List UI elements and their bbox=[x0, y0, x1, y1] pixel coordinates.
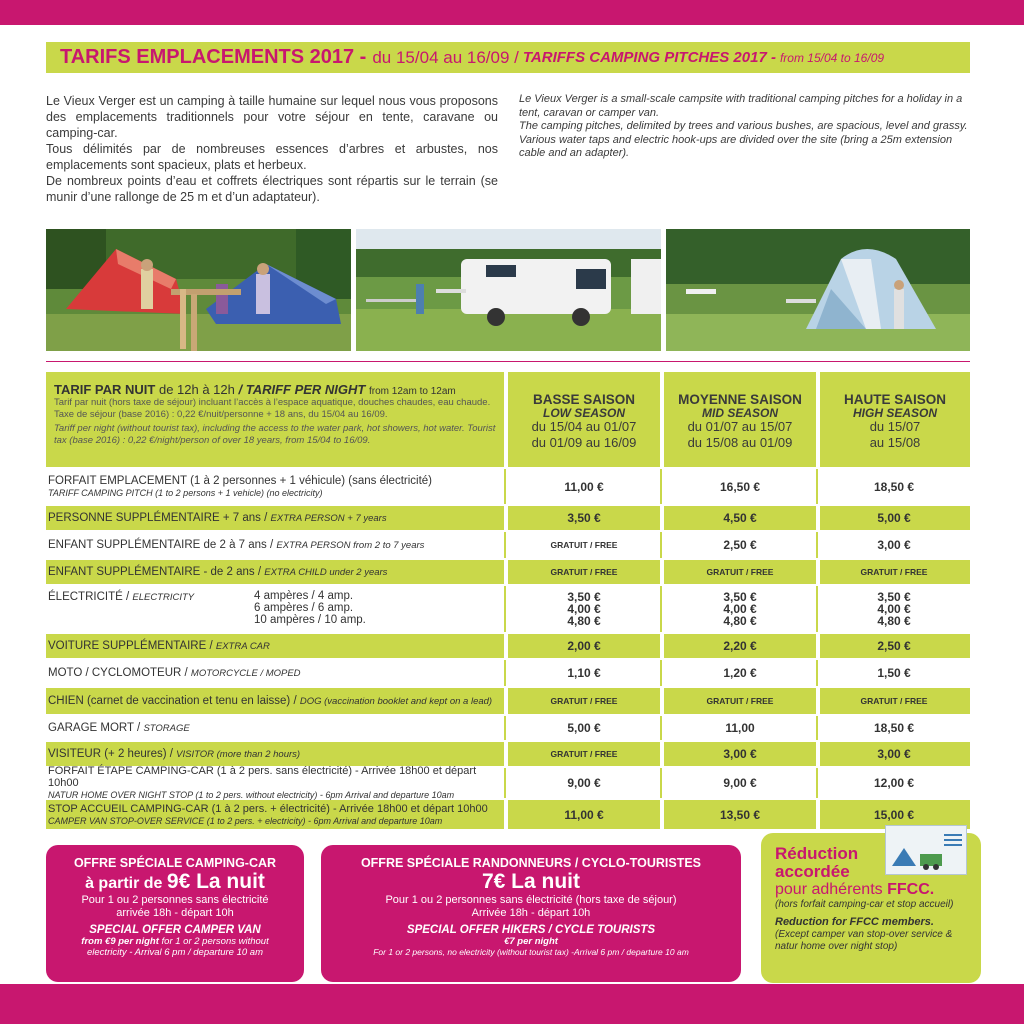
price-high bbox=[818, 660, 970, 686]
price-value: 15,00 € bbox=[873, 807, 915, 822]
photo-tents bbox=[46, 229, 351, 351]
row-label-en: EXTRA PERSON from 2 to 7 years bbox=[276, 539, 425, 551]
price-low bbox=[506, 634, 662, 658]
price-value: 3,50 € bbox=[567, 590, 601, 604]
row-label bbox=[48, 765, 504, 800]
row-label-fr: MOTO / CYCLOMOTEUR / bbox=[48, 666, 188, 679]
price-value: 4,00 € bbox=[723, 602, 757, 616]
section-divider bbox=[46, 361, 970, 362]
price-high bbox=[818, 586, 970, 632]
price-mid bbox=[662, 469, 818, 504]
row-label bbox=[48, 742, 504, 766]
intro-english bbox=[519, 93, 971, 161]
table-row bbox=[46, 660, 970, 686]
price-value: 3,00 € bbox=[877, 747, 911, 761]
row-label bbox=[48, 586, 504, 632]
row-label-en: NATUR HOME OVER NIGHT STOP (1 to 2 pers. without electricity) - 6pm Arrival and departure 10am bbox=[48, 790, 455, 800]
row-label bbox=[48, 506, 504, 530]
price-low bbox=[506, 532, 662, 558]
price-value: 4,80 € bbox=[877, 614, 911, 628]
row-label bbox=[48, 634, 504, 658]
row-label-en: EXTRA CHILD under 2 years bbox=[264, 566, 388, 578]
price-value: 3,00 € bbox=[723, 747, 757, 761]
row-label-en: EXTRA PERSON + 7 years bbox=[270, 512, 387, 524]
price-mid bbox=[662, 742, 818, 766]
season-high-en: HIGH SEASON bbox=[852, 406, 937, 420]
title-en: TARIFFS CAMPING PITCHES 2017 - bbox=[522, 49, 776, 66]
price-low bbox=[506, 586, 662, 632]
season-mid bbox=[664, 372, 816, 467]
title-banner bbox=[46, 42, 970, 73]
price-value: 18,50 € bbox=[873, 721, 915, 735]
row-label-fr: ÉLECTRICITÉ / bbox=[48, 591, 130, 603]
offer1-en-price: from €9 per night bbox=[81, 936, 159, 947]
table-header bbox=[46, 372, 970, 467]
table-row bbox=[46, 634, 970, 658]
tariff-label-en: / TARIFF PER NIGHT bbox=[238, 382, 366, 397]
price-low bbox=[506, 660, 662, 686]
price-low bbox=[506, 560, 662, 584]
price-low bbox=[506, 506, 662, 530]
price-value: 5,00 € bbox=[877, 511, 911, 525]
row-label-fr: VOITURE SUPPLÉMENTAIRE / bbox=[48, 639, 213, 652]
table-row bbox=[46, 560, 970, 584]
ffcc-line4: (hors forfait camping-car et stop accueil) bbox=[775, 899, 954, 910]
row-label-fr: FORFAIT ÉTAPE CAMPING-CAR (1 à 2 pers. sans électricité) - Arrivée 18h00 et départ 10h00 bbox=[48, 765, 477, 789]
bottom-magenta-bar bbox=[0, 984, 1024, 1024]
price-low bbox=[506, 469, 662, 504]
row-label-fr: PERSONNE SUPPLÉMENTAIRE + 7 ans / bbox=[48, 511, 268, 524]
title-dates-fr: du 15/04 au 16/09 / bbox=[372, 47, 519, 67]
price-value: 3,50 € bbox=[567, 511, 601, 525]
price-low bbox=[506, 800, 662, 829]
ffcc-line1: Réduction bbox=[775, 844, 859, 863]
price-high bbox=[818, 634, 970, 658]
price-high bbox=[818, 716, 970, 740]
row-label-fr: ENFANT SUPPLÉMENTAIRE - de 2 ans / bbox=[48, 565, 262, 578]
intro-french bbox=[46, 93, 498, 205]
price-high bbox=[818, 469, 970, 504]
price-high bbox=[818, 532, 970, 558]
ffcc-line3b: FFCC. bbox=[887, 881, 935, 898]
offer2-en-title: SPECIAL OFFER HIKERS / CYCLE TOURISTS bbox=[406, 924, 656, 936]
table-row bbox=[46, 506, 970, 530]
offer2-line2: Arrivée 18h - départ 10h bbox=[471, 907, 591, 919]
row-label bbox=[48, 532, 504, 558]
price-value: GRATUIT / FREE bbox=[860, 696, 928, 706]
row-label bbox=[48, 660, 504, 686]
offer1-en-title: SPECIAL OFFER CAMPER VAN bbox=[89, 924, 261, 936]
price-low bbox=[506, 742, 662, 766]
amp-option: 10 ampères / 10 amp. bbox=[254, 614, 366, 626]
price-value: GRATUIT / FREE bbox=[706, 696, 774, 706]
price-mid bbox=[662, 634, 818, 658]
season-low-d2: du 01/09 au 16/09 bbox=[531, 435, 637, 450]
price-value: 11,00 bbox=[725, 721, 755, 735]
price-value: 4,00 € bbox=[567, 602, 601, 616]
price-value: 11,00 € bbox=[564, 479, 604, 494]
ffcc-line5: Reduction for FFCC members. bbox=[775, 916, 934, 928]
price-mid bbox=[662, 506, 818, 530]
season-mid-fr: MOYENNE SAISON bbox=[678, 392, 802, 407]
price-value: GRATUIT / FREE bbox=[550, 567, 618, 577]
table-row bbox=[46, 688, 970, 714]
offer1-price bbox=[46, 870, 304, 894]
price-value: 2,50 € bbox=[723, 538, 757, 552]
offer1-line2: arrivée 18h - départ 10h bbox=[116, 907, 234, 919]
price-value: 1,10 € bbox=[567, 666, 601, 680]
price-mid bbox=[662, 716, 818, 740]
tariff-hours-en: from 12am to 12am bbox=[369, 386, 456, 397]
price-value: 1,50 € bbox=[877, 666, 911, 680]
price-value: 16,50 € bbox=[719, 479, 761, 494]
intro-en-p1: Le Vieux Verger is a small-scale campsite with traditional camping pitches for a holiday in a tent, caravan or camper van. bbox=[519, 93, 963, 119]
price-value: GRATUIT / FREE bbox=[550, 749, 618, 759]
row-label-fr: GARAGE MORT / bbox=[48, 721, 141, 734]
price-mid bbox=[662, 560, 818, 584]
ffcc-line6: (Except camper van stop-over service & natur home over night stop) bbox=[775, 929, 953, 952]
row-label bbox=[48, 688, 504, 714]
price-value: 2,50 € bbox=[877, 639, 911, 653]
title-dates-en: from 15/04 to 16/09 bbox=[779, 50, 885, 65]
price-value: 5,00 € bbox=[567, 721, 601, 735]
price-value: 11,00 € bbox=[564, 807, 604, 822]
price-value: 4,00 € bbox=[877, 602, 911, 616]
row-label-en: STORAGE bbox=[143, 722, 190, 734]
row-label-fr: VISITEUR (+ 2 heures) / bbox=[48, 747, 173, 760]
season-low-en: LOW SEASON bbox=[542, 406, 625, 420]
row-label bbox=[48, 800, 504, 829]
offer-camper-van bbox=[46, 845, 304, 982]
intro-fr-p2: Tous délimités par de nombreuses essences d’arbres et arbustes, nos emplacements sont spacieux, plats et herbeux. bbox=[46, 142, 498, 172]
offer2-en-line1: For 1 or 2 persons, no electricity (without tourist tax) -Arrival 6 pm / departure 10 am bbox=[373, 947, 689, 957]
intro-fr-p1: Le Vieux Verger est un camping à taille humaine sur lequel nous vous proposons des emplacements traditionnels pour votre séjour en tente, caravane ou camping-car. bbox=[46, 94, 498, 140]
price-value: 1,20 € bbox=[723, 666, 757, 680]
price-value: GRATUIT / FREE bbox=[550, 540, 618, 550]
ffcc-discount-box bbox=[761, 833, 981, 983]
offer2-en-price: €7 per night bbox=[504, 936, 558, 947]
season-high bbox=[820, 372, 970, 467]
price-value: 3,50 € bbox=[877, 590, 911, 604]
season-high-d2: au 15/08 bbox=[869, 435, 921, 450]
table-row bbox=[46, 800, 970, 829]
season-mid-d1: du 01/07 au 15/07 bbox=[687, 419, 793, 434]
row-label bbox=[48, 560, 504, 584]
row-label bbox=[48, 716, 504, 740]
row-label-en: CAMPER VAN STOP-OVER SERVICE (1 to 2 pers. + electricity) - 6pm Arrival and departure 10am bbox=[48, 815, 443, 826]
price-high bbox=[818, 560, 970, 584]
price-mid bbox=[662, 532, 818, 558]
season-low bbox=[508, 372, 660, 467]
price-mid bbox=[662, 688, 818, 714]
offer1-price-value: 9€ La nuit bbox=[166, 870, 265, 893]
price-value: 18,50 € bbox=[873, 479, 915, 494]
offer1-price-pre: à partir de bbox=[85, 875, 163, 892]
price-low bbox=[506, 688, 662, 714]
price-value: 2,20 € bbox=[723, 639, 757, 653]
intro-fr-p3: De nombreux points d’eau et coffrets électriques sont répartis sur le terrain (se munir d’une rallonge de 25 m et d’un adaptateur). bbox=[46, 174, 498, 204]
top-magenta-bar bbox=[0, 0, 1024, 25]
season-low-fr: BASSE SAISON bbox=[532, 392, 636, 407]
season-mid-d2: du 15/08 au 01/09 bbox=[687, 435, 793, 450]
price-table bbox=[46, 372, 970, 829]
price-mid bbox=[662, 768, 818, 798]
price-low bbox=[506, 716, 662, 740]
price-value: 3,50 € bbox=[723, 590, 757, 604]
offer1-line1: Pour 1 ou 2 personnes sans électricité bbox=[81, 894, 269, 906]
offer1-en-line2: electricity - Arrival 6 pm / departure 10 am bbox=[87, 947, 263, 958]
price-value: GRATUIT / FREE bbox=[550, 696, 618, 706]
ffcc-logo bbox=[885, 825, 967, 875]
intro-en-p2: The camping pitches, delimited by trees and various bushes, are spacious, level and grassy. bbox=[519, 120, 968, 132]
row-label bbox=[48, 469, 504, 504]
season-mid-en: MID SEASON bbox=[701, 406, 778, 420]
photo-camper-van bbox=[356, 229, 661, 351]
amp-option: 6 ampères / 6 amp. bbox=[254, 602, 354, 614]
amp-option: 4 ampères / 4 amp. bbox=[254, 590, 354, 602]
tarif-label: TARIF PAR NUIT bbox=[54, 382, 156, 397]
price-high bbox=[818, 742, 970, 766]
table-row bbox=[46, 716, 970, 740]
row-label-en: ELECTRICITY bbox=[132, 592, 195, 603]
price-high bbox=[818, 768, 970, 798]
price-mid bbox=[662, 586, 818, 632]
price-value: 3,00 € bbox=[877, 538, 911, 552]
price-low bbox=[506, 768, 662, 798]
price-mid bbox=[662, 660, 818, 686]
price-mid bbox=[662, 800, 818, 829]
ffcc-line2: accordée bbox=[775, 862, 850, 881]
ffcc-line3: pour adhérents bbox=[775, 881, 883, 898]
price-value: GRATUIT / FREE bbox=[706, 567, 774, 577]
price-value: 9,00 € bbox=[567, 776, 601, 790]
offer1-en-line1: for 1 or 2 persons without bbox=[161, 936, 269, 947]
tarif-hours: de 12h à 12h bbox=[158, 382, 235, 397]
row-label-fr: CHIEN (carnet de vaccination et tenu en laisse) / bbox=[48, 694, 297, 707]
tarif-note-fr: Tarif par nuit (hors taxe de séjour) incluant l’accès à l’espace aquatique, douches chaudes, eau chaude. Taxe de séjour (base 2016) : 0,22 €/nuit/personne + 18 ans, du 15/04 au 16/09. bbox=[54, 397, 491, 420]
table-body bbox=[46, 469, 970, 829]
row-label-fr: STOP ACCUEIL CAMPING-CAR (1 à 2 pers. + électricité) - Arrivée 18h00 et départ 10h00 bbox=[48, 802, 488, 815]
table-row bbox=[46, 532, 970, 558]
price-value: 12,00 € bbox=[873, 776, 915, 790]
offer2-title: OFFRE SPÉCIALE RANDONNEURS / CYCLO-TOURISTES bbox=[360, 856, 702, 870]
price-high bbox=[818, 688, 970, 714]
row-label-fr: FORFAIT EMPLACEMENT (1 à 2 personnes + 1 véhicule) (sans électricité) bbox=[48, 474, 433, 487]
price-value: 2,00 € bbox=[567, 639, 601, 653]
price-high bbox=[818, 506, 970, 530]
season-high-fr: HAUTE SAISON bbox=[843, 392, 946, 407]
price-value: 4,80 € bbox=[567, 614, 601, 628]
price-value: 4,80 € bbox=[723, 614, 757, 628]
electricity-amps bbox=[254, 590, 366, 626]
table-row bbox=[46, 469, 970, 504]
title-fr: TARIFS EMPLACEMENTS 2017 - bbox=[60, 46, 367, 68]
price-value: 9,00 € bbox=[723, 776, 757, 790]
offer2-price: 7€ La nuit bbox=[481, 870, 581, 893]
row-label-en: EXTRA CAR bbox=[215, 640, 270, 652]
table-row bbox=[46, 586, 970, 632]
tarif-note-en: Tariff per night (without tourist tax), including the access to the water park, hot showers, hot water. Tourist tax (base 2016) : 0,22 €/night/person of over 18 years, from 15/04 to 16/09. bbox=[54, 423, 496, 446]
row-label-en: TARIFF CAMPING PITCH (1 to 2 persons + 1 vehicle) (no electricity) bbox=[48, 487, 323, 498]
row-label-en: DOG (vaccination booklet and kept on a lead) bbox=[299, 695, 493, 707]
offer2-line1: Pour 1 ou 2 personnes sans électricité (hors taxe de séjour) bbox=[385, 894, 677, 906]
price-value: 4,50 € bbox=[723, 511, 757, 525]
intro-en-p3: Various water taps and electric hook-ups are divided over the site (bring a 25m extension cable and an adapter). bbox=[519, 133, 953, 159]
price-value: 13,50 € bbox=[719, 807, 761, 822]
row-label-fr: ENFANT SUPPLÉMENTAIRE de 2 à 7 ans / bbox=[48, 538, 274, 551]
row-label-en: MOTORCYCLE / MOPED bbox=[190, 667, 301, 679]
row-label-en: VISITOR (more than 2 hours) bbox=[176, 748, 301, 760]
table-row bbox=[46, 765, 970, 800]
offer-hikers bbox=[321, 845, 741, 982]
season-high-d1: du 15/07 bbox=[869, 419, 921, 434]
price-value: GRATUIT / FREE bbox=[860, 567, 928, 577]
season-low-d1: du 15/04 au 01/07 bbox=[531, 419, 637, 434]
photo-large-tent bbox=[666, 229, 970, 351]
offer1-title: OFFRE SPÉCIALE CAMPING-CAR bbox=[73, 856, 277, 870]
header-tarif-cell bbox=[46, 372, 504, 467]
table-row bbox=[46, 742, 970, 766]
